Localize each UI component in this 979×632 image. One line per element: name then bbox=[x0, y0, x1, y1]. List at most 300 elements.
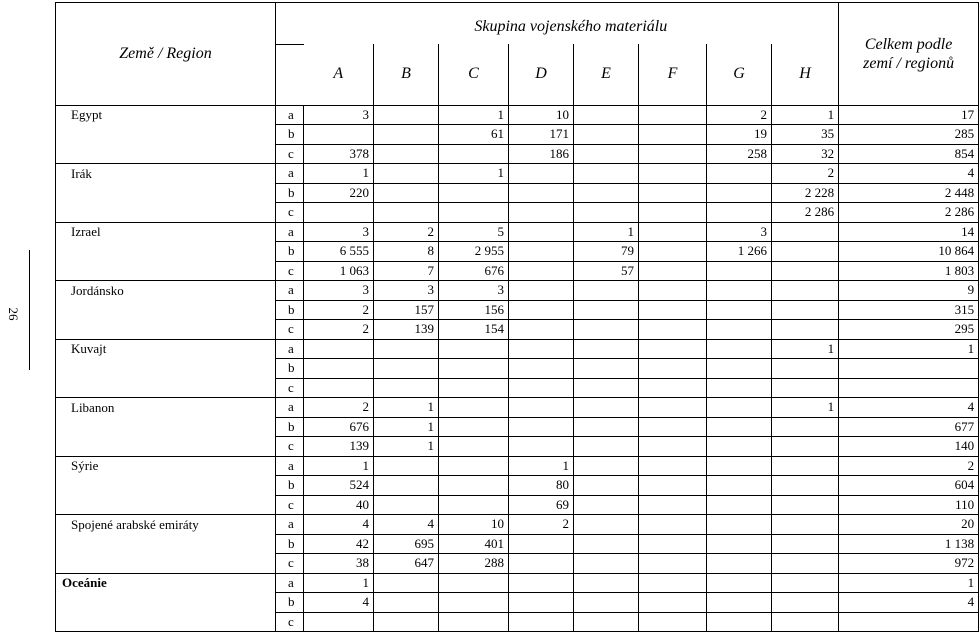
total-cell: 4 bbox=[839, 398, 979, 418]
header-region: Země / Region bbox=[56, 3, 276, 106]
header-category-h: H bbox=[772, 44, 839, 105]
value-cell-d bbox=[509, 339, 574, 359]
value-cell-e bbox=[574, 398, 639, 418]
country-cell: Irák bbox=[56, 164, 276, 184]
value-cell-a bbox=[304, 203, 374, 223]
table-row bbox=[56, 300, 979, 320]
table-row bbox=[56, 417, 979, 437]
value-cell-b: 8 bbox=[374, 242, 439, 262]
total-cell: 17 bbox=[839, 105, 979, 125]
value-cell-c bbox=[439, 359, 509, 379]
value-cell-c: 1 bbox=[439, 164, 509, 184]
total-cell: 1 bbox=[839, 339, 979, 359]
value-cell-g bbox=[707, 261, 772, 281]
code-cell: a bbox=[276, 339, 304, 359]
header-category-e: E bbox=[574, 44, 639, 105]
value-cell-a: 3 bbox=[304, 222, 374, 242]
value-cell-d bbox=[509, 417, 574, 437]
value-cell-h: 1 bbox=[772, 105, 839, 125]
value-cell-b bbox=[374, 144, 439, 164]
value-cell-a: 378 bbox=[304, 144, 374, 164]
value-cell-d bbox=[509, 242, 574, 262]
code-cell: a bbox=[276, 573, 304, 593]
value-cell-c: 5 bbox=[439, 222, 509, 242]
value-cell-e bbox=[574, 534, 639, 554]
table-row bbox=[56, 203, 979, 223]
value-cell-f bbox=[639, 203, 707, 223]
header-category-a: A bbox=[304, 44, 374, 105]
value-cell-f bbox=[639, 222, 707, 242]
value-cell-c bbox=[439, 378, 509, 398]
value-cell-d bbox=[509, 612, 574, 632]
value-cell-h bbox=[772, 378, 839, 398]
total-cell: 2 bbox=[839, 456, 979, 476]
table-row bbox=[56, 515, 979, 535]
code-cell: c bbox=[276, 378, 304, 398]
value-cell-g bbox=[707, 612, 772, 632]
value-cell-a: 1 bbox=[304, 164, 374, 184]
header-code-blank-2 bbox=[276, 44, 304, 105]
value-cell-a bbox=[304, 359, 374, 379]
value-cell-h bbox=[772, 437, 839, 457]
header-category-d: D bbox=[509, 44, 574, 105]
value-cell-e bbox=[574, 378, 639, 398]
value-cell-b bbox=[374, 593, 439, 613]
value-cell-e bbox=[574, 105, 639, 125]
value-cell-c bbox=[439, 495, 509, 515]
value-cell-e bbox=[574, 593, 639, 613]
table-row bbox=[56, 456, 979, 476]
code-cell: a bbox=[276, 222, 304, 242]
value-cell-d bbox=[509, 359, 574, 379]
value-cell-f bbox=[639, 398, 707, 418]
value-cell-b: 647 bbox=[374, 554, 439, 574]
value-cell-e bbox=[574, 300, 639, 320]
country-cell: Spojené arabské emiráty bbox=[56, 515, 276, 535]
total-cell: 1 138 bbox=[839, 534, 979, 554]
country-cell bbox=[56, 437, 276, 457]
value-cell-h bbox=[772, 495, 839, 515]
margin-rule bbox=[29, 250, 30, 370]
value-cell-d: 2 bbox=[509, 515, 574, 535]
value-cell-h bbox=[772, 281, 839, 301]
value-cell-c: 2 955 bbox=[439, 242, 509, 262]
table-row bbox=[56, 398, 979, 418]
value-cell-h: 32 bbox=[772, 144, 839, 164]
country-cell bbox=[56, 612, 276, 632]
value-cell-b bbox=[374, 339, 439, 359]
value-cell-b bbox=[374, 164, 439, 184]
value-cell-d bbox=[509, 320, 574, 340]
value-cell-c bbox=[439, 456, 509, 476]
value-cell-d bbox=[509, 573, 574, 593]
code-cell: a bbox=[276, 398, 304, 418]
table-row bbox=[56, 593, 979, 613]
value-cell-e bbox=[574, 164, 639, 184]
total-cell: 4 bbox=[839, 164, 979, 184]
value-cell-g bbox=[707, 320, 772, 340]
value-cell-c: 156 bbox=[439, 300, 509, 320]
value-cell-f bbox=[639, 261, 707, 281]
value-cell-a: 4 bbox=[304, 515, 374, 535]
value-cell-h bbox=[772, 554, 839, 574]
value-cell-f bbox=[639, 144, 707, 164]
total-cell: 4 bbox=[839, 593, 979, 613]
value-cell-d bbox=[509, 281, 574, 301]
total-cell: 295 bbox=[839, 320, 979, 340]
value-cell-h bbox=[772, 573, 839, 593]
value-cell-e bbox=[574, 612, 639, 632]
value-cell-b: 7 bbox=[374, 261, 439, 281]
table-row bbox=[56, 222, 979, 242]
value-cell-b bbox=[374, 203, 439, 223]
value-cell-b: 2 bbox=[374, 222, 439, 242]
country-cell bbox=[56, 300, 276, 320]
value-cell-b: 1 bbox=[374, 417, 439, 437]
total-cell: 1 803 bbox=[839, 261, 979, 281]
code-cell: c bbox=[276, 612, 304, 632]
value-cell-h bbox=[772, 320, 839, 340]
country-cell: Sýrie bbox=[56, 456, 276, 476]
code-cell: b bbox=[276, 125, 304, 145]
value-cell-e bbox=[574, 125, 639, 145]
value-cell-h bbox=[772, 534, 839, 554]
total-cell: 9 bbox=[839, 281, 979, 301]
country-cell bbox=[56, 261, 276, 281]
table-row bbox=[56, 339, 979, 359]
value-cell-g: 3 bbox=[707, 222, 772, 242]
table-row bbox=[56, 105, 979, 125]
total-cell: 285 bbox=[839, 125, 979, 145]
value-cell-g bbox=[707, 300, 772, 320]
header-category-c: C bbox=[439, 44, 509, 105]
table-row bbox=[56, 495, 979, 515]
value-cell-d: 186 bbox=[509, 144, 574, 164]
value-cell-g bbox=[707, 476, 772, 496]
value-cell-h bbox=[772, 222, 839, 242]
value-cell-a: 676 bbox=[304, 417, 374, 437]
value-cell-b bbox=[374, 359, 439, 379]
value-cell-a: 4 bbox=[304, 593, 374, 613]
value-cell-g bbox=[707, 281, 772, 301]
header-total-label: Celkem podle zemí / regionů bbox=[863, 35, 955, 72]
value-cell-g bbox=[707, 164, 772, 184]
table-row bbox=[56, 164, 979, 184]
value-cell-e bbox=[574, 476, 639, 496]
value-cell-a: 3 bbox=[304, 281, 374, 301]
value-cell-a: 1 bbox=[304, 573, 374, 593]
value-cell-d: 171 bbox=[509, 125, 574, 145]
value-cell-d bbox=[509, 261, 574, 281]
value-cell-f bbox=[639, 437, 707, 457]
code-cell: b bbox=[276, 242, 304, 262]
value-cell-b: 1 bbox=[374, 437, 439, 457]
value-cell-c bbox=[439, 183, 509, 203]
value-cell-f bbox=[639, 476, 707, 496]
value-cell-a: 40 bbox=[304, 495, 374, 515]
header-category-b: B bbox=[374, 44, 439, 105]
value-cell-c: 10 bbox=[439, 515, 509, 535]
value-cell-c bbox=[439, 437, 509, 457]
header-category-f: F bbox=[639, 44, 707, 105]
value-cell-h: 2 bbox=[772, 164, 839, 184]
value-cell-h: 35 bbox=[772, 125, 839, 145]
code-cell: b bbox=[276, 359, 304, 379]
value-cell-a: 139 bbox=[304, 437, 374, 457]
value-cell-f bbox=[639, 612, 707, 632]
value-cell-e bbox=[574, 203, 639, 223]
value-cell-a: 220 bbox=[304, 183, 374, 203]
table-row bbox=[56, 612, 979, 632]
value-cell-c: 676 bbox=[439, 261, 509, 281]
value-cell-g: 258 bbox=[707, 144, 772, 164]
table-row bbox=[56, 320, 979, 340]
value-cell-b bbox=[374, 476, 439, 496]
value-cell-f bbox=[639, 573, 707, 593]
table-row bbox=[56, 554, 979, 574]
value-cell-b: 157 bbox=[374, 300, 439, 320]
code-cell: a bbox=[276, 515, 304, 535]
country-cell bbox=[56, 359, 276, 379]
total-cell: 1 bbox=[839, 573, 979, 593]
total-cell: 972 bbox=[839, 554, 979, 574]
country-cell bbox=[56, 183, 276, 203]
value-cell-g bbox=[707, 437, 772, 457]
table-row bbox=[56, 573, 979, 593]
value-cell-f bbox=[639, 164, 707, 184]
value-cell-h bbox=[772, 593, 839, 613]
value-cell-e bbox=[574, 359, 639, 379]
value-cell-e bbox=[574, 339, 639, 359]
value-cell-c bbox=[439, 398, 509, 418]
code-cell: b bbox=[276, 300, 304, 320]
value-cell-d bbox=[509, 437, 574, 457]
table-row bbox=[56, 534, 979, 554]
table-row bbox=[56, 183, 979, 203]
value-cell-a: 6 555 bbox=[304, 242, 374, 262]
value-cell-h: 2 228 bbox=[772, 183, 839, 203]
value-cell-a: 1 063 bbox=[304, 261, 374, 281]
value-cell-e: 79 bbox=[574, 242, 639, 262]
value-cell-a: 2 bbox=[304, 398, 374, 418]
total-cell: 2 448 bbox=[839, 183, 979, 203]
header-category-g: G bbox=[707, 44, 772, 105]
table-row bbox=[56, 359, 979, 379]
country-cell bbox=[56, 320, 276, 340]
country-cell bbox=[56, 125, 276, 145]
value-cell-e: 1 bbox=[574, 222, 639, 242]
total-cell: 854 bbox=[839, 144, 979, 164]
value-cell-g bbox=[707, 534, 772, 554]
value-cell-e bbox=[574, 437, 639, 457]
value-cell-f bbox=[639, 183, 707, 203]
country-cell bbox=[56, 495, 276, 515]
value-cell-g bbox=[707, 495, 772, 515]
value-cell-f bbox=[639, 417, 707, 437]
table-row bbox=[56, 125, 979, 145]
value-cell-a: 38 bbox=[304, 554, 374, 574]
code-cell: a bbox=[276, 456, 304, 476]
value-cell-h: 1 bbox=[772, 339, 839, 359]
header-total bbox=[839, 3, 979, 106]
value-cell-f bbox=[639, 456, 707, 476]
table-row bbox=[56, 261, 979, 281]
value-cell-d bbox=[509, 378, 574, 398]
value-cell-d bbox=[509, 164, 574, 184]
value-cell-c bbox=[439, 144, 509, 164]
country-cell bbox=[56, 554, 276, 574]
value-cell-g bbox=[707, 398, 772, 418]
value-cell-b bbox=[374, 183, 439, 203]
value-cell-b bbox=[374, 612, 439, 632]
country-cell bbox=[56, 534, 276, 554]
total-cell: 20 bbox=[839, 515, 979, 535]
value-cell-f bbox=[639, 105, 707, 125]
value-cell-h bbox=[772, 359, 839, 379]
value-cell-g bbox=[707, 183, 772, 203]
value-cell-f bbox=[639, 125, 707, 145]
country-cell: Jordánsko bbox=[56, 281, 276, 301]
value-cell-h: 1 bbox=[772, 398, 839, 418]
table-row bbox=[56, 144, 979, 164]
country-cell bbox=[56, 144, 276, 164]
value-cell-d bbox=[509, 203, 574, 223]
value-cell-c: 61 bbox=[439, 125, 509, 145]
value-cell-f bbox=[639, 359, 707, 379]
value-cell-e bbox=[574, 495, 639, 515]
code-cell: c bbox=[276, 144, 304, 164]
value-cell-e bbox=[574, 456, 639, 476]
value-cell-f bbox=[639, 534, 707, 554]
code-cell: c bbox=[276, 261, 304, 281]
value-cell-h bbox=[772, 300, 839, 320]
value-cell-e bbox=[574, 320, 639, 340]
table-row bbox=[56, 437, 979, 457]
code-cell: a bbox=[276, 281, 304, 301]
value-cell-e bbox=[574, 183, 639, 203]
header-group: Skupina vojenského materiálu bbox=[304, 3, 839, 45]
value-cell-b bbox=[374, 125, 439, 145]
value-cell-d bbox=[509, 222, 574, 242]
total-cell: 140 bbox=[839, 437, 979, 457]
value-cell-b: 139 bbox=[374, 320, 439, 340]
code-cell: c bbox=[276, 320, 304, 340]
value-cell-e bbox=[574, 515, 639, 535]
total-cell: 315 bbox=[839, 300, 979, 320]
country-cell bbox=[56, 203, 276, 223]
value-cell-h bbox=[772, 515, 839, 535]
total-cell: 2 286 bbox=[839, 203, 979, 223]
value-cell-g: 19 bbox=[707, 125, 772, 145]
value-cell-f bbox=[639, 281, 707, 301]
code-cell: b bbox=[276, 476, 304, 496]
value-cell-g bbox=[707, 515, 772, 535]
value-cell-f bbox=[639, 339, 707, 359]
value-cell-c bbox=[439, 203, 509, 223]
value-cell-f bbox=[639, 300, 707, 320]
value-cell-h bbox=[772, 612, 839, 632]
value-cell-c: 3 bbox=[439, 281, 509, 301]
value-cell-a: 2 bbox=[304, 300, 374, 320]
table-row bbox=[56, 476, 979, 496]
value-cell-g bbox=[707, 456, 772, 476]
table-row bbox=[56, 242, 979, 262]
table-row bbox=[56, 378, 979, 398]
value-cell-d bbox=[509, 534, 574, 554]
value-cell-b: 3 bbox=[374, 281, 439, 301]
value-cell-h bbox=[772, 417, 839, 437]
value-cell-e bbox=[574, 144, 639, 164]
total-cell: 677 bbox=[839, 417, 979, 437]
value-cell-d bbox=[509, 554, 574, 574]
value-cell-c bbox=[439, 573, 509, 593]
country-cell bbox=[56, 476, 276, 496]
value-cell-h bbox=[772, 456, 839, 476]
value-cell-h bbox=[772, 476, 839, 496]
value-cell-f bbox=[639, 515, 707, 535]
table-row bbox=[56, 281, 979, 301]
total-cell: 110 bbox=[839, 495, 979, 515]
total-cell bbox=[839, 359, 979, 379]
country-cell bbox=[56, 417, 276, 437]
value-cell-a: 524 bbox=[304, 476, 374, 496]
country-cell: Izrael bbox=[56, 222, 276, 242]
value-cell-g bbox=[707, 339, 772, 359]
code-cell: a bbox=[276, 164, 304, 184]
value-cell-f bbox=[639, 554, 707, 574]
value-cell-f bbox=[639, 320, 707, 340]
value-cell-b bbox=[374, 495, 439, 515]
country-cell bbox=[56, 378, 276, 398]
value-cell-d bbox=[509, 183, 574, 203]
country-cell: Kuvajt bbox=[56, 339, 276, 359]
value-cell-c bbox=[439, 612, 509, 632]
value-cell-c bbox=[439, 417, 509, 437]
value-cell-c bbox=[439, 339, 509, 359]
country-cell: Libanon bbox=[56, 398, 276, 418]
code-cell: c bbox=[276, 554, 304, 574]
value-cell-d bbox=[509, 398, 574, 418]
code-cell: c bbox=[276, 437, 304, 457]
value-cell-b: 4 bbox=[374, 515, 439, 535]
total-cell: 604 bbox=[839, 476, 979, 496]
value-cell-c bbox=[439, 476, 509, 496]
value-cell-e bbox=[574, 554, 639, 574]
table-body bbox=[56, 105, 979, 632]
value-cell-a bbox=[304, 612, 374, 632]
value-cell-c: 401 bbox=[439, 534, 509, 554]
value-cell-c: 1 bbox=[439, 105, 509, 125]
total-cell: 10 864 bbox=[839, 242, 979, 262]
value-cell-e bbox=[574, 417, 639, 437]
value-cell-d bbox=[509, 300, 574, 320]
country-cell bbox=[56, 242, 276, 262]
value-cell-c: 288 bbox=[439, 554, 509, 574]
value-cell-c: 154 bbox=[439, 320, 509, 340]
value-cell-g: 1 266 bbox=[707, 242, 772, 262]
code-cell: b bbox=[276, 534, 304, 554]
country-cell bbox=[56, 593, 276, 613]
value-cell-a: 2 bbox=[304, 320, 374, 340]
value-cell-g bbox=[707, 203, 772, 223]
country-cell: Egypt bbox=[56, 105, 276, 125]
value-cell-h bbox=[772, 242, 839, 262]
value-cell-g: 2 bbox=[707, 105, 772, 125]
value-cell-f bbox=[639, 378, 707, 398]
value-cell-b: 695 bbox=[374, 534, 439, 554]
total-cell bbox=[839, 612, 979, 632]
value-cell-g bbox=[707, 573, 772, 593]
